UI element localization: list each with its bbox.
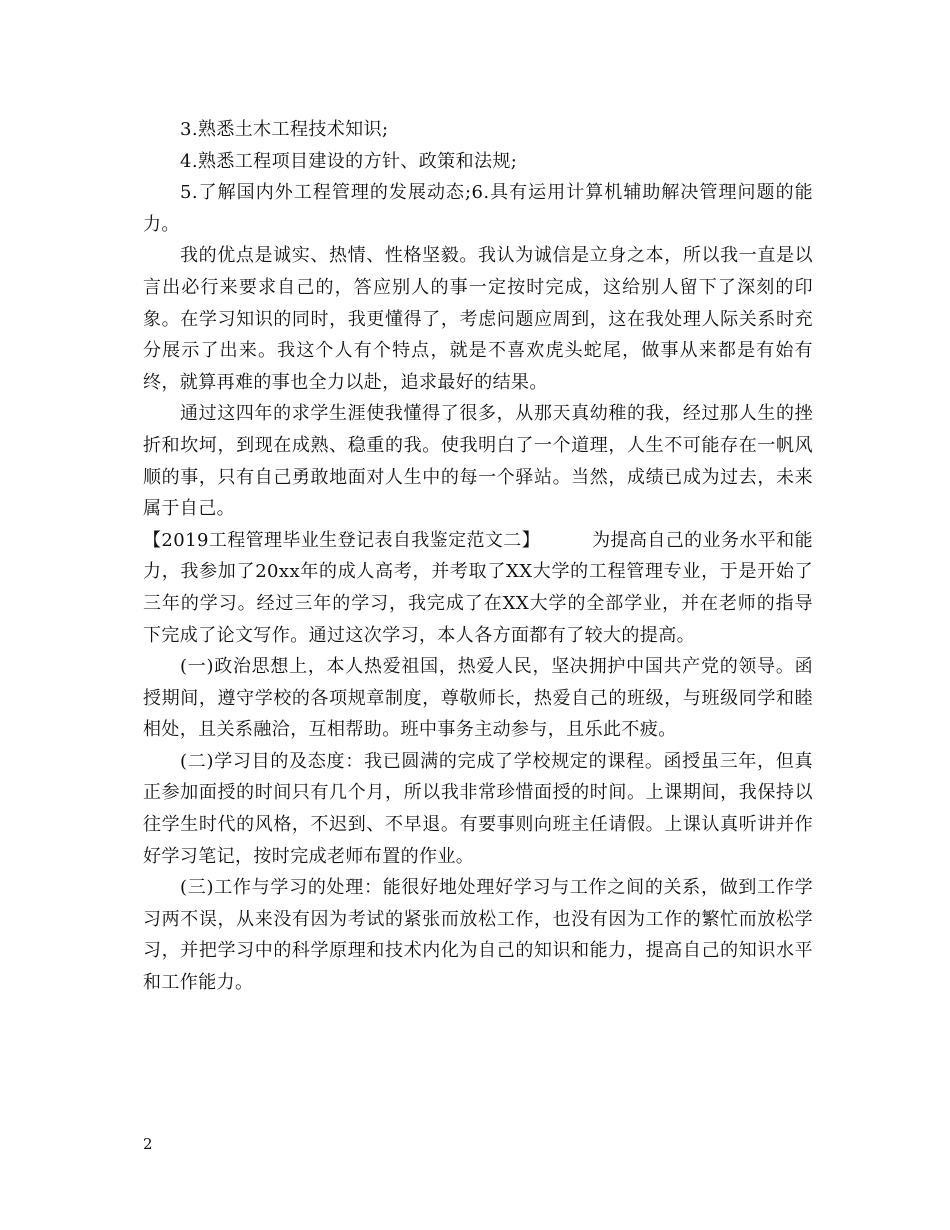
paragraph-four-years: 通过这四年的求学生涯使我懂得了很多，从那天真幼稚的我，经过那人生的挫折和坎坷，到现在成熟、稳重的我。使我明白了一个道理，人生不可能存在一帆风顺的事，只有自己勇敢地面对人生中的每一个驿站。当然，成绩已成为过去，未来属于自己。 (143, 403, 813, 520)
paragraph-political: (一)政治思想上，本人热爱祖国，热爱人民，坚决拥护中国共产党的领导。函授期间，遵守学校的各项规章制度，尊敬师长，热爱自己的班级，与班级同学和睦相处，且关系融洽，互相帮助。班中事务主动参与，且乐此不疲。 (143, 656, 813, 741)
section-heading: 【2019工程管理毕业生登记表自我鉴定范文二】 (143, 529, 541, 551)
page-number: 2 (143, 1135, 153, 1153)
paragraph-strengths: 我的优点是诚实、热情、性格坚毅。我认为诚信是立身之本，所以我一直是以言出必行来要求自己的，答应别人的事一定按时完成，这给别人留下了深刻的印象。在学习知识的同时，我更懂得了，考虑问题应周到，这在我处理人际关系时充分展示了出来。我这个人有个特点，就是不喜欢虎头蛇尾，做事从来都是有始有终，就算再难的事也全力以赴，追求最好的结果。 (143, 245, 813, 393)
section-intro-text: 为提高自己的业务水平和能力，我参加了20xx年的成人高考，并考取了XX大学的工程管理专业，于是开始了三年的学习。经过三年的学习，我完成了在XX大学的全部学业，并在老师的指导下完成了论文写作。通过这次学习，本人各方面都有了较大的提高。 (143, 529, 813, 646)
document-body (143, 114, 813, 999)
section-two-intro (143, 525, 813, 651)
paragraph-study-attitude: (二)学习目的及态度：我已圆满的完成了学校规定的课程。函授虽三年，但真正参加面授的时间只有几个月，所以我非常珍惜面授的时间。上课期间，我保持以往学生时代的风格，不迟到、不早退。有要事则向班主任请假。上课认真听讲并作好学习笔记，按时完成老师布置的作业。 (143, 750, 813, 867)
paragraph-skill-4: 4.熟悉工程项目建设的方针、政策和法规; (180, 150, 518, 172)
paragraph-work-study: (三)工作与学习的处理：能很好地处理好学习与工作之间的关系，做到工作学习两不误，从来没有因为考试的紧张而放松工作，也没有因为工作的繁忙而放松学习，并把学习中的科学原理和技术内化为自己的知识和能力，提高自己的知识水平和工作能力。 (143, 877, 813, 994)
paragraph-skill-3: 3.熟悉土木工程技术知识; (180, 119, 389, 140)
paragraph-skill-5-6: 5.了解国内外工程管理的发展动态;6.具有运用计算机辅助解决管理问题的能力。 (143, 182, 813, 235)
